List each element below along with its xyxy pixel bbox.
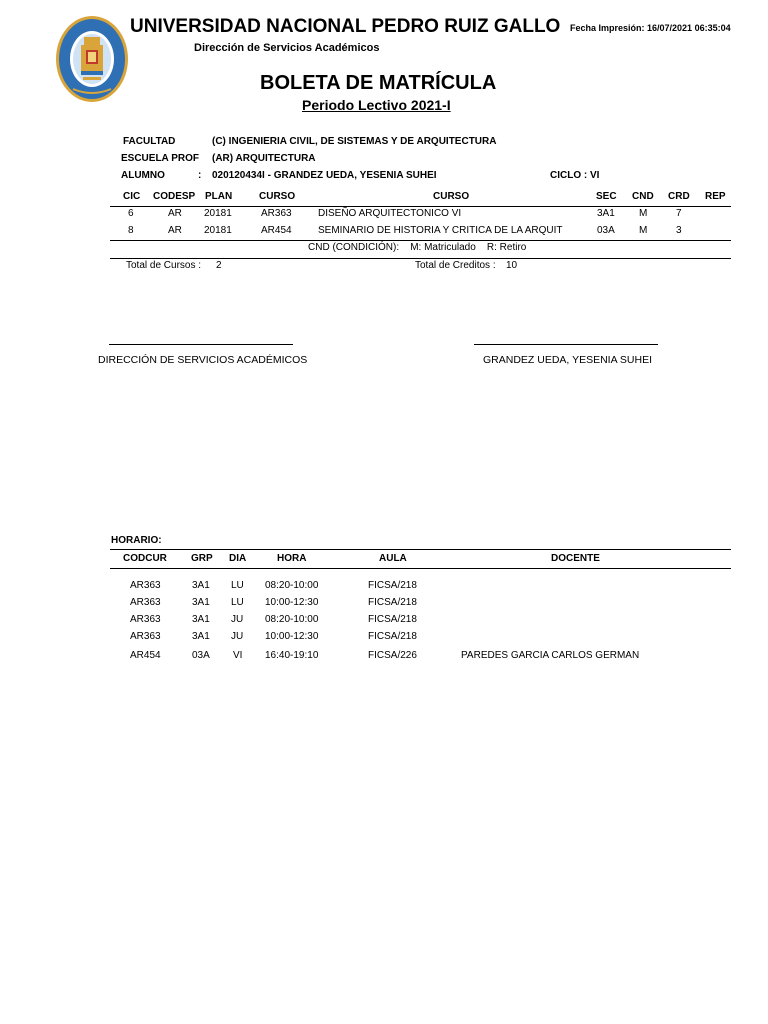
signature-right-label: GRANDEZ UEDA, YESENIA SUHEI: [483, 354, 653, 366]
col-curso-code: CURSO: [259, 191, 296, 202]
cell-course-code: AR363: [261, 208, 292, 219]
cell-hora: 16:40-19:10: [265, 650, 319, 661]
signature-left-label: DIRECCIÓN DE SERVICIOS ACADÉMICOS: [98, 354, 308, 366]
col-crd: CRD: [668, 191, 690, 202]
cell-codcur: AR363: [130, 580, 161, 591]
cell-aula: FICSA/218: [368, 580, 417, 591]
cell-aula: FICSA/218: [368, 597, 417, 608]
cell-cnd: M: [639, 225, 648, 236]
cell-dia: JU: [231, 631, 244, 642]
cell-sec: 3A1: [597, 208, 615, 219]
total-creditos-value: 10: [506, 260, 518, 271]
cell-grp: 3A1: [192, 631, 210, 642]
cell-aula: FICSA/218: [368, 614, 417, 625]
cell-crd: 7: [676, 208, 682, 219]
col-rep: REP: [705, 191, 726, 202]
schedule-title: HORARIO:: [111, 535, 162, 546]
alumno-separator: :: [198, 170, 202, 181]
alumno-label: ALUMNO: [121, 170, 165, 181]
department-name: Dirección de Servicios Académicos: [194, 42, 380, 54]
escuela-value: (AR) ARQUITECTURA: [212, 153, 316, 164]
condition-legend: CND (CONDICIÓN): M: Matriculado R: Retiro: [308, 242, 527, 253]
cell-aula: FICSA/218: [368, 631, 417, 642]
col-dia: DIA: [229, 553, 247, 564]
cell-docente: PAREDES GARCIA CARLOS GERMAN: [461, 650, 640, 661]
cell-grp: 3A1: [192, 580, 210, 591]
col-codesp: CODESP: [153, 191, 196, 202]
cell-plan: 20181: [204, 225, 232, 236]
col-cic: CIC: [123, 191, 141, 202]
col-plan: PLAN: [205, 191, 233, 202]
facultad-label: FACULTAD: [123, 136, 176, 147]
cell-cic: 8: [128, 225, 134, 236]
alumno-value: 020120434I - GRANDEZ UEDA, YESENIA SUHEI: [212, 170, 437, 181]
cell-plan: 20181: [204, 208, 232, 219]
cell-dia: JU: [231, 614, 244, 625]
col-hora: HORA: [277, 553, 307, 564]
cell-hora: 08:20-10:00: [265, 614, 319, 625]
document-title: BOLETA DE MATRÍCULA: [260, 72, 497, 94]
col-cnd: CND: [632, 191, 654, 202]
facultad-value: (C) INGENIERIA CIVIL, DE SISTEMAS Y DE ARQUITECTURA: [212, 136, 497, 147]
escuela-label: ESCUELA PROF: [121, 153, 199, 164]
cell-dia: LU: [231, 580, 244, 591]
cell-course-name: SEMINARIO DE HISTORIA Y CRITICA DE LA ARQUIT: [318, 225, 563, 236]
cell-grp: 03A: [192, 650, 210, 661]
cell-dia: VI: [233, 650, 243, 661]
cell-grp: 3A1: [192, 614, 210, 625]
cell-hora: 08:20-10:00: [265, 580, 319, 591]
cell-crd: 3: [676, 225, 682, 236]
total-creditos-label: Total de Creditos :: [415, 260, 496, 271]
cell-codcur: AR363: [130, 614, 161, 625]
cell-aula: FICSA/226: [368, 650, 417, 661]
col-curso-name: CURSO: [433, 191, 470, 202]
university-seal-logo: [55, 15, 129, 103]
col-grp: GRP: [191, 553, 213, 564]
university-name: UNIVERSIDAD NACIONAL PEDRO RUIZ GALLO: [130, 16, 561, 37]
col-docente: DOCENTE: [551, 553, 600, 564]
cell-cnd: M: [639, 208, 648, 219]
academic-period: Periodo Lectivo 2021-I: [302, 97, 451, 113]
cell-sec: 03A: [597, 225, 615, 236]
cell-codesp: AR: [168, 208, 182, 219]
cell-grp: 3A1: [192, 597, 210, 608]
cell-course-name: DISEÑO ARQUITECTONICO VI: [318, 208, 462, 219]
cell-hora: 10:00-12:30: [265, 631, 319, 642]
print-date: Fecha Impresión: 16/07/2021 06:35:04: [570, 23, 731, 33]
col-aula: AULA: [379, 553, 407, 564]
cell-dia: LU: [231, 597, 244, 608]
col-codcur: CODCUR: [123, 553, 167, 564]
cell-cic: 6: [128, 208, 134, 219]
cell-codcur: AR454: [130, 650, 161, 661]
col-sec: SEC: [596, 191, 617, 202]
total-cursos-value: 2: [216, 260, 222, 271]
total-cursos-label: Total de Cursos :: [126, 260, 202, 271]
signature-line-right: [474, 344, 658, 345]
cell-hora: 10:00-12:30: [265, 597, 319, 608]
cell-codesp: AR: [168, 225, 182, 236]
cell-course-code: AR454: [261, 225, 292, 236]
cell-codcur: AR363: [130, 631, 161, 642]
ciclo: CICLO : VI: [550, 170, 600, 181]
signature-line-left: [109, 344, 293, 345]
cell-codcur: AR363: [130, 597, 161, 608]
